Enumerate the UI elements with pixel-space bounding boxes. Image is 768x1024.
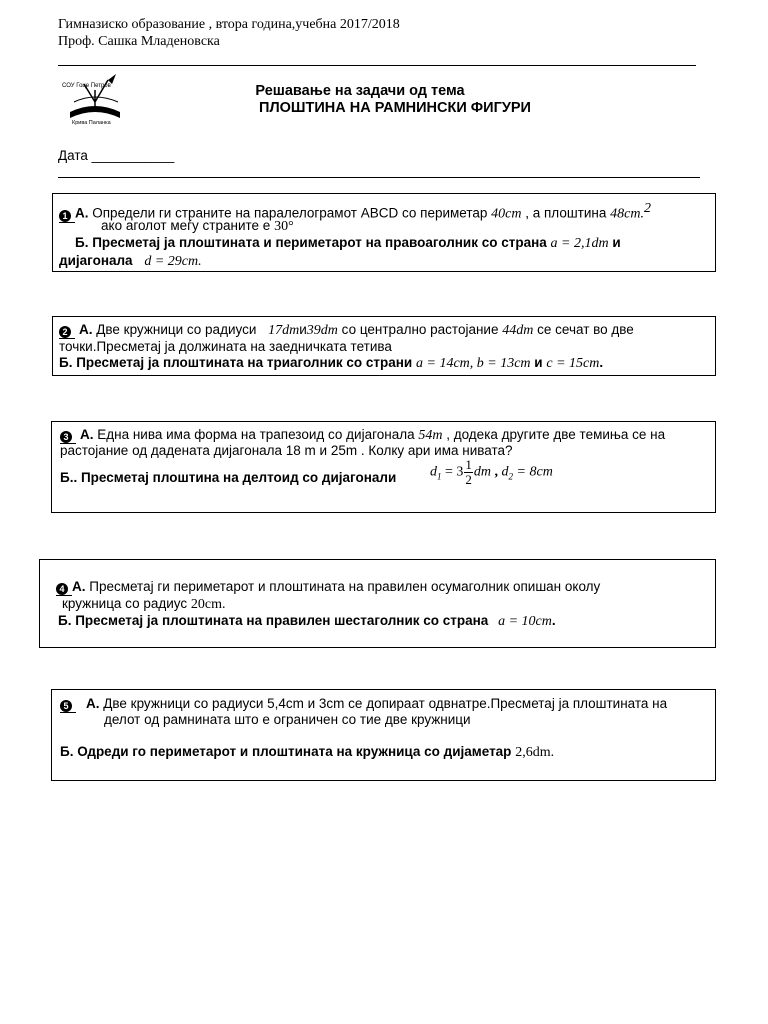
task-2-a-text-4: точки.Пресметај ја должината на заедничката тетива xyxy=(59,339,392,354)
task-3-a-label: А. xyxy=(80,427,94,442)
task-2-b-period: . xyxy=(599,355,604,370)
header-line-2: Проф. Сашка Младеновска xyxy=(58,34,220,49)
task-5-a-text-2: делот од рамнината што е ограничен со тие две кружници xyxy=(104,712,471,727)
task-1-bullet-icon: 1 xyxy=(59,210,71,222)
task-1-a-area-exp: 2 xyxy=(643,201,651,216)
task-4-b-side: a = 10cm xyxy=(498,614,552,629)
task-1-a-text: Определи ги страните на паралелограмот ABCD со периметар xyxy=(88,205,492,221)
date-blank: ___________ xyxy=(91,148,175,163)
task-2-a-distance: 44dm xyxy=(502,323,534,338)
task-3-a-text-3: растојание од дадената дијагонала 18 m и 25m . Колку ари има нивата? xyxy=(60,443,513,458)
task-4-a-text-2: кружница со радиус xyxy=(62,596,191,611)
task-3-box xyxy=(51,421,716,513)
task-3-b-fraction-den: 2 xyxy=(465,472,472,487)
task-4-b-text: Б. Пресметај ја плоштината на правилен шестаголник со страна xyxy=(58,613,493,628)
task-4-a-text: Пресметај ги периметарот и плоштината на правилен осумаголник опишан околу xyxy=(85,579,601,594)
task-1-a-label: А. xyxy=(75,205,89,221)
task-1-a-area: 48cm. xyxy=(610,206,644,222)
task-1-b-side: a = 2,1dm xyxy=(550,236,609,251)
task-5-a-text: Две кружници со радиуси 5,4cm и 3cm се допираат одвнатре.Пресметај ја плоштината на xyxy=(99,696,668,711)
task-2-a-and: и xyxy=(299,322,307,337)
header-line-1: Гимназиско образование , втора година,учебна 2017/2018 xyxy=(58,17,400,32)
task-3-b-d1-sub: 1 xyxy=(437,471,442,482)
logo-caption-top: СОУ Гоце Петров xyxy=(62,83,111,89)
task-2-bullet-icon: 2 xyxy=(59,326,71,338)
task-3-a-diagonal: 54m xyxy=(418,428,443,443)
date-label: Дата xyxy=(58,148,88,163)
task-2-a-radius-2: 39dm xyxy=(306,323,338,338)
task-2-a-radius-1: 17dm xyxy=(268,323,300,338)
logo-caption-bottom: Крива Паланка xyxy=(72,120,111,126)
task-3-b-unit: dm xyxy=(473,464,492,480)
task-3-number-mark xyxy=(60,427,76,444)
task-1-box xyxy=(52,193,716,272)
task-1-a-angle: 30° xyxy=(274,219,294,234)
task-1-a-text-2: , а плоштина xyxy=(521,205,611,221)
task-4-bullet-icon: 4 xyxy=(56,583,68,595)
task-3-a-text-2: , додека другите две темиња се на xyxy=(442,427,666,442)
task-1-b-diagonal: d = 29cm. xyxy=(144,254,202,269)
task-5-a-label: А. xyxy=(86,696,100,711)
task-3-bullet-icon: 3 xyxy=(60,431,72,443)
task-3-b-fraction xyxy=(464,458,473,487)
title-line-1: Решавање на задачи од тема xyxy=(255,83,465,99)
task-2-b-and: и xyxy=(530,355,547,370)
task-4-a-radius: 20cm. xyxy=(190,597,226,612)
task-2-b-text: Б. Пресметај ја плоштината на триаголник со страни xyxy=(59,355,416,370)
task-2-b-sides: a = 14cm, b = 13cm xyxy=(416,356,531,371)
task-1-b-and: и xyxy=(608,235,621,250)
task-3-b-d1: d xyxy=(430,464,437,480)
task-3-b-fraction-num: 1 xyxy=(465,457,472,472)
task-2-b-side-c: c = 15cm xyxy=(546,356,600,371)
task-2-number-mark xyxy=(59,322,75,339)
task-3-b-d1-eq: = 3 xyxy=(441,464,464,480)
task-3-a-text: Една нива има форма на трапезоид со дијагонала xyxy=(93,427,419,442)
title-line-2: ПЛОШТИНА НА РАМНИНСКИ ФИГУРИ xyxy=(259,100,531,116)
task-1-a-text-3: ако аголот меѓу страните е xyxy=(101,218,275,233)
task-1-b-text-2: дијагонала xyxy=(59,253,137,268)
task-3-b-d2-sub: 2 xyxy=(508,471,514,482)
task-2-a-text: Две кружници со радиуси xyxy=(92,322,261,337)
task-1-b-text: Б. Пресметај ја плоштината и периметарот на правоаголник со страна xyxy=(75,235,551,250)
task-5-b-text: Б. Одреди го периметарот и плоштината на кружница со дијаметар xyxy=(60,744,516,759)
task-4-b-period: . xyxy=(551,613,556,628)
school-logo xyxy=(60,72,130,132)
task-3-b-d2: d xyxy=(501,464,509,480)
task-4-box xyxy=(39,559,716,648)
task-3-b-formula xyxy=(430,458,553,487)
date-field xyxy=(58,148,174,163)
task-4-number-mark xyxy=(56,579,72,596)
date-rule xyxy=(58,177,700,178)
task-3-b-comma: , xyxy=(491,464,502,480)
task-1-number-mark xyxy=(59,206,75,223)
task-2-box xyxy=(52,316,716,376)
task-2-a-text-3: се сечат во две xyxy=(533,322,634,337)
task-5-number-mark xyxy=(60,696,76,713)
task-1-a-perimeter: 40cm xyxy=(491,206,522,222)
task-3-b-text: Б.. Пресметај плоштина на делтоид со дијагонали xyxy=(60,470,397,485)
task-2-a-text-2: со централно растојание xyxy=(337,322,503,337)
task-5-b-diameter: 2,6dm. xyxy=(515,745,555,760)
task-3-b-d2-eq: = 8cm xyxy=(513,464,553,480)
task-5-box xyxy=(51,689,716,781)
header-rule xyxy=(58,65,696,66)
task-5-bullet-icon: 5 xyxy=(60,700,72,712)
task-2-a-label: А. xyxy=(79,322,93,337)
task-4-a-label: А. xyxy=(72,579,86,594)
